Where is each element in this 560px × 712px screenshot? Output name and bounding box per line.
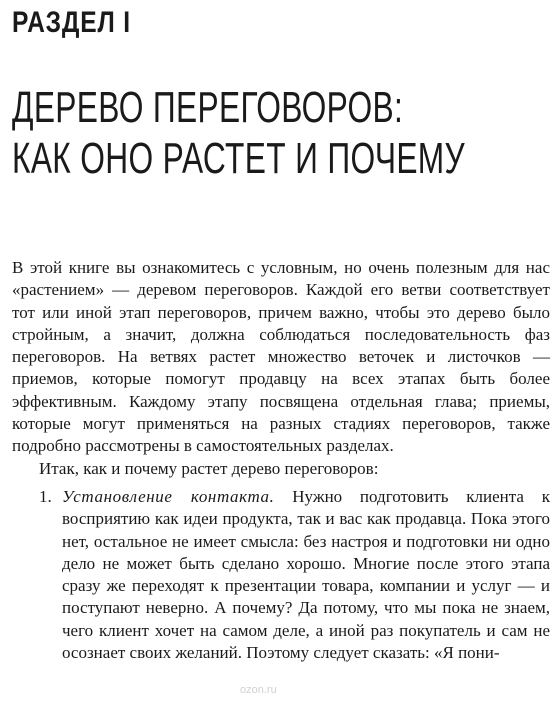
chapter-title [12,82,465,184]
chapter-title-line: ДЕРЕВО ПЕРЕГОВОРОВ: [12,83,404,132]
watermark: ozon.ru [240,684,277,696]
section-label: РАЗДЕЛ I [12,6,131,39]
intro-paragraph: В этой книге вы ознакомитесь с условным, но очень полезным для нас «растением» — деревом переговоров. Каждой его ветви соответствует тот или иной этап переговоров, причем важно, чтобы это дерево было стройным, а значит, должна соблюдаться последовательность фаз переговоров. На ветвях растет множество веточек и листочков — приемов, которые помогут продавцу на всех этапах быть более эффективным. Каждому этапу посвящена отдельная глава; приемы, которые могут применяться на разных стадиях переговоров, также подробно рассмотрены в самостоятельных разделах. [12,258,550,456]
chapter-title-line: КАК ОНО РАСТЕТ И ПОЧЕМУ [12,134,466,183]
list-item-heading: Установление контакта. [62,486,275,506]
lead-in-paragraph: Итак, как и почему растет дерево переговоров: [39,458,379,478]
list-item-body [62,486,550,664]
stages-list [12,486,550,664]
list-item-text: Нужно подготовить клиента к восприятию как идеи продукта, так и вас как продавца. Пока этого нет, остальное не имеет смысла: без настроя и подготовки ни одно дело не может быть сделано хорошо. Многие после этого этапа сразу же переходят к презентации товара, компании и услуг — и поступают неверно. А почему? Да потому, что мы пока не знаем, чего клиент хочет на самом деле, а иной раз покупатель и сам не осознает своих желаний. Поэтому следует сказать: «Я пони- [62,486,550,663]
list-item [12,486,550,664]
list-item-number: 1. [39,486,52,506]
body-text [12,257,550,664]
